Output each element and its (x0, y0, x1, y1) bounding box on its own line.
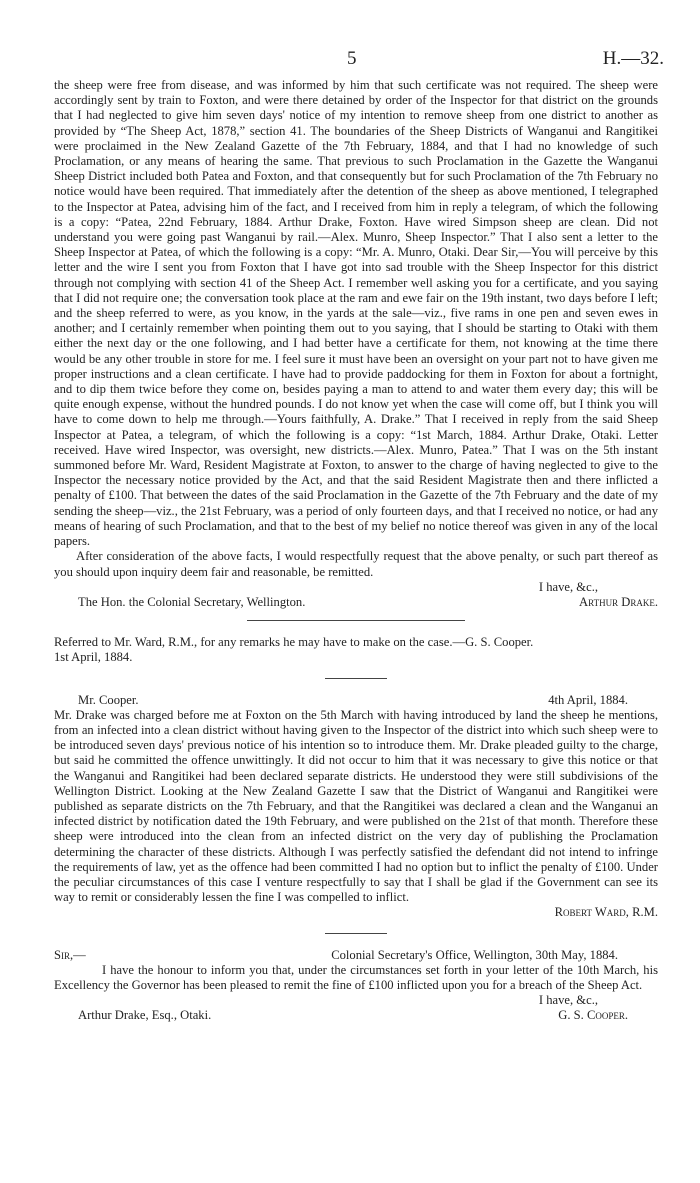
letter-addressee: The Hon. the Colonial Secretary, Wellington. (78, 594, 306, 609)
letter-request-paragraph: After consideration of the above facts, I would respectfully request that the above penalty, or such part thereof as you should upon inquiry deem fair and reasonable, be remitted. (54, 549, 658, 579)
reply-addressee: Arthur Drake, Esq., Otaki. (78, 1008, 212, 1023)
report-body: Mr. Drake was charged before me at Foxton on the 5th March with having introduced by land the sheep he mentions, from an infected into a clean district without having given to the Inspector of the district into which such sheep were to be introduced seven days' previous notice of his intention so to introduce them. Mr. Drake pleaded guilty to the charge, but said he committed the offence unwittingly. It did not occur to him that it was necessary to give this notice or that the Wanganui and Rangitikei had been declared separate districts. He understood they were still subdivisions of the Wellington District. Looking at the New Zealand Gazette I saw that the District of Wanganui and Rangitikei were published as separate districts on the 7th February, and that the Rangitikei was declared a clean and the Wanganui an infected district by notification dated the 19th February, and were published on the 21st of that month. Therefore these sheep were introduced into the clean from an infected district on the very day of publishing the Proclamation determining the character of these districts. Although I was perfectly satisfied the defendant did not intend to infringe the requirements of law, yet as the offence had been committed I had no option but to inflict the penalty of £100. Under the peculiar circumstances of this case I venture respectfully to say that I shall be glad if the Government can see its way to remit or considerably lessen the fine I was compelled to inflict. (54, 707, 658, 905)
reply-closing: I have, &c., (538, 993, 598, 1008)
letter-paragraph: the sheep were free from disease, and was informed by him that such certificate was not required. The sheep were accordingly sent by train to Foxton, and were there detained by order of the Inspector for that district on the grounds that I had neglected to give him seven days' notice of my intention to remove sheep from one district to another as provided by “The Sheep Act, 1878,” section 41. The boundaries of the Sheep Districts of Wanganui and Rangitikei were proclaimed in the New Zealand Gazette of the 7th February, 1884, and that I had no knowledge of such Proclamation, or any means of hearing the same. That previous to such Proclamation in the Gazette the Wanganui Sheep District included both Patea and Foxton, and that consequently but for such Proclamation of the 7th February no notice would have been required. That immediately after the detention of the sheep as above mentioned, I telegraphed to the Inspector at Patea, advising him of the fact, and I received from him in reply a telegram, of which the following is a copy: “Patea, 22nd February, 1884. Arthur Drake, Foxton. Have wired Simpson sheep are clean. Did not understand you were going past Wanganui by rail.—Alex. Munro, Sheep Inspector.” That I also sent a letter to the Sheep Inspector at Patea, of which the following is a copy: “Mr. A. Munro, Otaki. Dear Sir,—You will perceive by this letter and the wire I sent you from Foxton that I have got into sad trouble with the Sheep Inspector for this district through not complying with section 41 of the Sheep Act. I remember well asking you for a certificate, and you saying that I did not require one; the conversation took place at the ram and ewe fair on the 19th instant, two days before I left; and the sheep referred to were, as you know, in the yards at the sale—viz., five rams in one pen and seven ewes in another; and I certainly remember when pointing them out to you saying, that I should be starting to Otaki with them either the next day or the one following, and I had better have a certificate for them, not knowing at the time there would be any other trouble in store for me. I feel sure it must have been an oversight on your part not to have given me proper instructions and a clean certificate. I have had to provide paddocking for them in Foxton for about a fortnight, and to dip them twice before they come on, besides paying a man to attend to and water them every day; this will be quite enough expense, without the hundred pounds. I do not know yet when the case will come off, but I think you will have to come down to help me through.—Yours faithfully, A. Drake.” That I received in reply from the said Sheep Inspector at Patea, a telegram, of which the following is a copy: “1st March, 1884. Arthur Drake, Otaki. Letter received. Have wired Inspector, was oversight, new districts.—Alex. Munro, Patea.” That I was on the 5th instant summoned before Mr. Ward, Resident Magistrate at Foxton, to answer to the charge of having neglected to give to the Inspector the necessary notice provided by the Act, and that the said Resident Magistrate then and there inflicted a penalty of £100. That between the dates of the said Proclamation in the Gazette of the 7th February and the date of my sending the sheep—viz., the 21st February, was a period of only fourteen days, and that I received no notice, or had any means of hearing of such Proclamation, and that to the best of my belief no notice thereof was given in any of the local papers. (54, 78, 658, 549)
paper-reference: H.—32. (602, 48, 664, 69)
report-signature: Robert Ward, R.M. (554, 905, 658, 920)
reply-signoff (54, 1008, 658, 1023)
letter-signoff (54, 595, 658, 610)
report-heading (54, 693, 658, 708)
reply-salutation: Sir,— (54, 947, 86, 962)
report-date: 4th April, 1884. (548, 692, 628, 707)
letter-closing: I have, &c., (538, 579, 598, 594)
reply-body: I have the honour to inform you that, under the circumstances set forth in your letter of the 10th March, his Excellency the Governor has been pleased to remit the fine of £100 inflicted upon you for a breach of the Sheep Act. (54, 962, 658, 992)
report-addressee: Mr. Cooper. (78, 692, 139, 707)
section-divider (247, 620, 465, 621)
reply-office: Colonial Secretary's Office, Wellington, 30th May, 1884. (331, 947, 618, 962)
section-divider (325, 933, 387, 934)
letter-signature: Arthur Drake. (579, 594, 658, 609)
minute-date: 1st April, 1884. (54, 650, 133, 665)
section-divider (325, 678, 387, 679)
reply-signature: G. S. Cooper. (558, 1008, 628, 1023)
page-body (54, 78, 658, 1024)
page-number: 5 (347, 48, 357, 69)
reply-heading (54, 948, 658, 963)
minute-text: Referred to Mr. Ward, R.M., for any remarks he may have to make on the case.—G. S. Cooper. (54, 635, 534, 650)
